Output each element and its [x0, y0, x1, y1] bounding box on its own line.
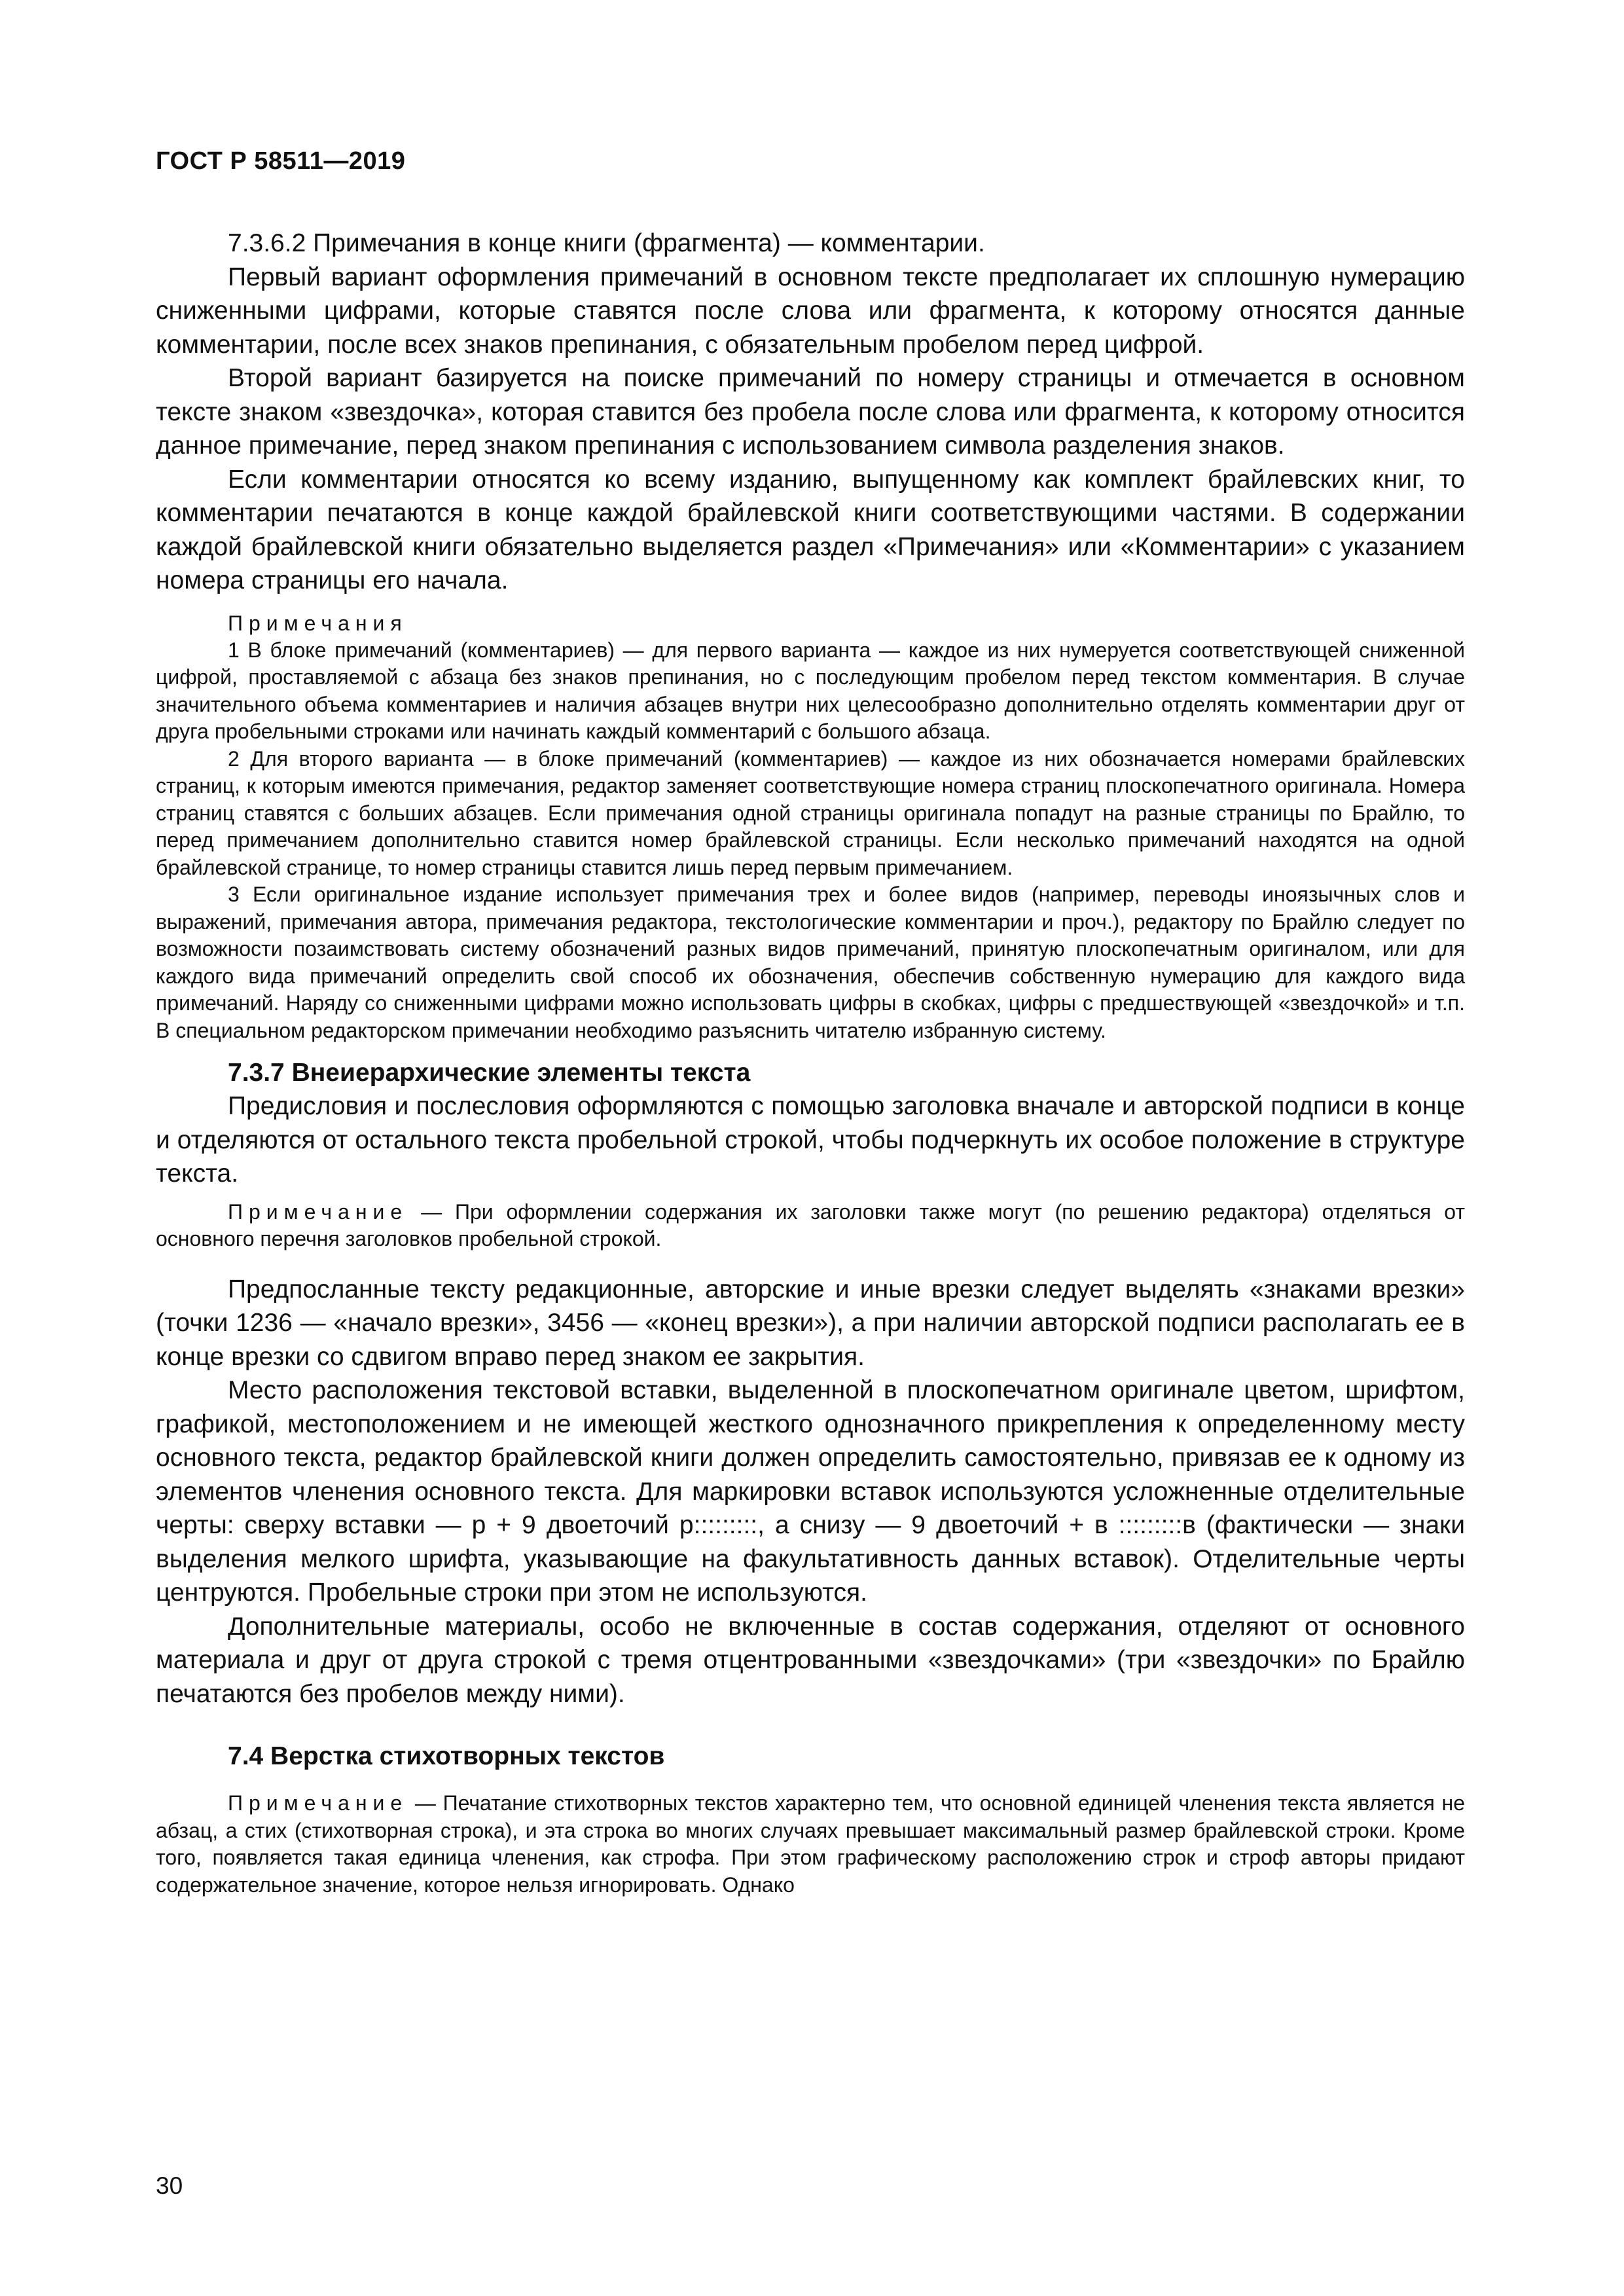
- paragraph: Дополнительные материалы, особо не включенные в состав содержания, отделяют от основного материала и друг от друга строкой с тремя отцентрованными «звездочками» (три «звездочки» по Брайлю печатаются без пробелов между ними).: [156, 1612, 1465, 1708]
- note-item: [156, 1199, 1465, 1253]
- section-7-3-6-2-title: 7.3.6.2 Примечания в конце книги (фрагмента) — комментарии.: [228, 229, 985, 257]
- note-item: 2 Для второго варианта — в блоке примечаний (комментариев) — каждое из них обозначается номерами брайлевских страниц, к которым имеются примечания, редактор заменяет соответствующие номера страниц плоскопечатного оригинала. Номера страниц ставятся с больших абзацев. Если примечания одной страницы оригинала попадут на разные страницы по Брайлю, то перед примечанием дополнительно ставится номер брайлевской страницы. Если несколько примечаний находятся на одной брайлевской странице, то номер страницы ставится лишь перед первым примечанием.: [156, 746, 1465, 879]
- paragraph: Второй вариант базируется на поиске примечаний по номеру страницы и отмечается в основном тексте знаком «звездочка», которая ставится без пробела после слова или фрагмента, к которому относится данное примечание, перед знаком препинания с использованием символа разделения знаков.: [156, 364, 1465, 460]
- notes-block: [156, 610, 1465, 1045]
- note-item: [156, 1790, 1465, 1899]
- notes-heading: Примечания: [228, 611, 408, 635]
- note-item: 1 В блоке примечаний (комментариев) — для первого варианта — каждое из них нумеруется соответствующей сниженной цифрой, проставляемой с абзаца без знаков препинания, но с последующим пробелом перед текстом комментария. В случае значительного объема комментариев и наличия абзацев внутри них целесообразно дополнительно отделять комментарии друг от друга пробельными строками или начинать каждый комментарий с большого абзаца.: [156, 638, 1465, 743]
- paragraph: Предпосланные тексту редакционные, авторские и иные врезки следует выделять «знаками врезки» (точки 1236 — «начало врезки», 3456 — «конец врезки»), а при наличии авторской подписи располагать ее в конце врезки со сдвигом вправо перед знаком ее закрытия.: [156, 1275, 1465, 1371]
- note-text: — Печатание стихотворных текстов характерно тем, что основной единицей членения текста является не абзац, а стих (стихотворная строка), и эта строка во многих случаях превышает максимальный размер брайлевской строки. Кроме того, появляется такая единица членения, как строфа. При этом графическому расположению строк и строф авторы придают содержательное значение, которое нельзя игнорировать. Однако: [156, 1791, 1465, 1897]
- page-content: [156, 147, 1465, 1899]
- note-text: — При оформлении содержания их заголовки также могут (по решению редактора) отделяться от основного перечня заголовков пробельной строкой.: [156, 1199, 1465, 1250]
- paragraph: Первый вариант оформления примечаний в основном тексте предполагает их сплошную нумерацию сниженными цифрами, которые ставятся после слова или фрагмента, к которому относятся данные комментарии, после всех знаков препинания, с обязательным пробелом перед цифрой.: [156, 263, 1465, 359]
- note-label: Примечание: [228, 1199, 408, 1224]
- document-code: ГОСТ Р 58511—2019: [156, 147, 406, 175]
- note-item: 3 Если оригинальное издание использует примечания трех и более видов (например, переводы иноязычных слов и выражений, примечания автора, примечания редактора, текстологические комментарии и проч.), редактору по Брайлю следует по возможности позаимствовать систему обозначений разных видов примечаний, принятую плоскопечатным оригиналом, или для каждого вида примечаний определить свой способ их обозначения, обеспечив собственную нумерацию для каждого вида примечаний. Наряду со сниженными цифрами можно использовать цифры в скобках, цифры с предшествующей «звездочкой» и т.п. В специальном редакторском примечании необходимо разъяснить читателю избранную систему.: [156, 883, 1465, 1042]
- section-heading-7-3-7: 7.3.7 Внеиерархические элементы текста: [228, 1059, 751, 1087]
- section-heading-7-4: 7.4 Верстка стихотворных текстов: [228, 1742, 665, 1770]
- paragraph: Предисловия и послесловия оформляются с помощью заголовка вначале и авторской подписи в конце и отделяются от остального текста пробельной строкой, чтобы подчеркнуть их особое положение в структуре текста.: [156, 1092, 1465, 1188]
- paragraph: Если комментарии относятся ко всему изданию, выпущенному как комплект брайлевских книг, то комментарии печатаются в конце каждой брайлевской книги соответствующими частями. В содержании каждой брайлевской книги обязательно выделяется раздел «Примечания» или «Комментарии» с указанием номера страницы его начала.: [156, 465, 1465, 594]
- paragraph: Место расположения текстовой вставки, выделенной в плоскопечатном оригинале цветом, шрифтом, графикой, местоположением и не имеющей жесткого однозначного прикрепления к определенному месту основного текста, редактор брайлевской книги должен определить самостоятельно, привязав ее к одному из элементов членения основного текста. Для маркировки вставок используются усложненные отделительные черты: сверху вставки — р + 9 двоеточий р:::::::::, а снизу — 9 двоеточий + в :::::::::в (фактически — знаки выделения мелкого шрифта, указывающие на факультативность данных вставок). Отделительные черты центруются. Пробельные строки при этом не используются.: [156, 1376, 1465, 1607]
- page-number: 30: [156, 2172, 183, 2199]
- note-label: Примечание: [228, 1791, 408, 1815]
